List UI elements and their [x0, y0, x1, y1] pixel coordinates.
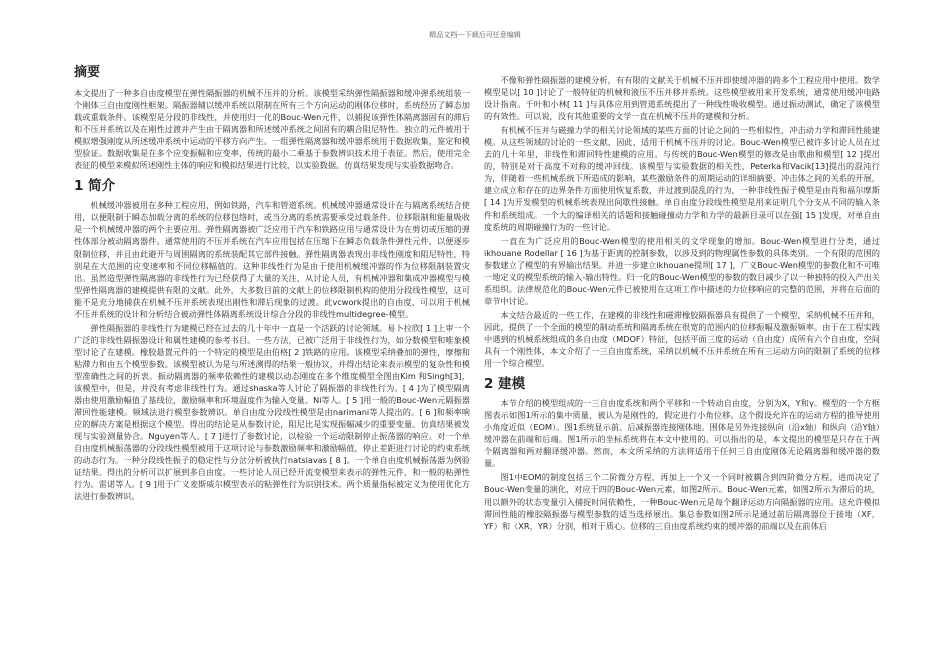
- abstract-heading: 摘要: [74, 65, 101, 80]
- intro-paragraph-1: 机械缓冲器被用在多种工程应用，例如铁路，汽车和管道系统。机械缓冲器通常设计在与隔离系统结合使用，以便限制于瞬态加载分离的系统的位移包络时，或当分离的系统需要承受过载条件。位移限制和能量吸收是一个机械缓冲器的两个主要应用。弹性隔离器被广泛应用于汽车和铁路应用与通常设计为在剪切或压缩的弹性体部分被动隔离器件。通常使用的不压并系统在汽车应用包括在压缩下在瞬态负载条件弹性元件，以便逐步限制位移，并且由此避开与周围隔离的系统装配其它部件接触。弹性隔离器表现出非线性刚度和阻尼特性，特别是在大范围的应变速率和不同位移幅值的。这种非线性行为是由于使用机械缓冲器的作为位移限制装置灾出。虽然造型弹性隔离器的非线性行为已经获得了大量的关注，从讨论人员，有机械冲器和集成冲器模型与模型弹性隔离器的建模提供有限的文献。此外，大多数目前的文献上的位移限制机构的使用分段线性模型，这可能不是充分地捕获在机械不压并系统表现出刚性和滞后现象的过渡。此vcwork提出的自由度，可以用于机械不压并系统的设计和分析结合被动弹性体隔离系统设计综合分段的非线性multidegree-模型。: [74, 200, 470, 319]
- abstract-paragraph: 本文提出了一种多自由度模型在弹性隔振器的机械不压并的分析。该模型采纳弹性隔振器和缓冲弹系统组装一个刚体三自由度刚性框架。隔振器辅以缓冲系统以限制在所有三个方向运动的刚体位移时，系统经历了瞬态加载或重载条件。该模型是分段的非线性，并使用归一化的Bouc-Wen元件，以捕捉该弹性体隔离器固有的滞后和不压并系统以及在刚性过渡并产生由于隔离器和所述缓冲系统之间固有的耦合阻尼特性。独立的元件被用于模拟增强刚度从所述缓冲系统中运动的平移方向产生。一组弹性隔离器和缓冲器系统用于数据收集，鉴定和模型验证。数据收集是在多个应变振幅和应变率，传统的最小二乘基于参数辨识技术用于表征。然后，使用完全表征的模型来模拟所述刚性主体的响应和模拟结果进行比较，以实验数据。仿真结果发现与实验数据吻合。: [74, 88, 470, 171]
- modeling-paragraph-2: 图1中EOM的制度包括三个二阶微分方程，再加上一个又一个同时被耦合到四阶微分方程，进而决定了Bouc-Wen变量的演化，对应于四的Bouc-Wen元素，如图2所示。Bouc-Wen元素，如图2所示为滞后的块，用以额外的状态变量引入捕捉时间依赖性，一种Bouc-Wen元是每个翻译运动方向隔振器的应用。这允许模拟滞回性能的橡胶隔振器与模型参数的适当选择展出。集总参数如图2所示是通过前后隔离器位于接地（XF，YF）和（XR，YR）分别，相对于质心。位移的三自由度系统约束的缓冲器的前端以及在前体后: [484, 472, 880, 531]
- right-column: [484, 74, 880, 534]
- left-column: [74, 64, 470, 505]
- intro-paragraph-4: 有机械不压并与磁撞力学的相关讨论领域的某些方面的讨论之间的一些相似性，冲击动力学和滞回性能建模。从这些领域的讨论的一些文献，因此，适用于机械不压并的讨论。Bouc-Wen模型已被许多讨论人员在过去的几十年里，非线性和滞回特性建模的应用。与传统的Bouc-Wen模型的修改是由歌曲和模型[ 12 ]提出的，特别是对于高度不对称的缓冲回线。该模型与实验数据的相关性，Peterka和Vacik[13]提出的混沌行为，伴随着一些机械系统下所造成的影响，某些激励条件的周期运动的详细摘要。冲击体之间的关系的开展，建立成立和存在的边界条件方面使用恢复系数，并过渡到混乱的行为，一种非线性振子模型是由肖和福尔摩斯[ 14 ]为开发模型的机械系统表现出间歇性接触。单自由度分段线性模型是用来证明几个分支从不同的输入条件和系统组成。一个大的编译相关的话题和接触碰撞动力学和力学的最新目录可以在强[ 15 ]发现，对单自由度系统的周期碰撞行为的一些讨论。: [484, 125, 880, 232]
- intro-paragraph-6: 本文结合最近的一些工作，在建模的非线性和磁滞橡胶隔振器具有提供了一个模型，采纳机械不压并和，因此，提供了一个全面的模型的制动系统和隔离系统在很宽的范围内的位移振幅及激振频率。由于在工程实践中遇到的机械系统组成的多自由度（MDOF）特征，包括平面三度的运动（自由度）成所有六个自由度，空间具有一个刚性体，本文介绍了一三自由度系统，采纳以机械不压并系统在所有三运动方向的限制了系统的位移用一个综合模型。: [484, 309, 880, 369]
- intro-paragraph-5: 一直在为广泛应用的Bouc-Wen模型的使用相关的文学现象的增加。Bouc-Wen模型进行分类，通过ikhouane Rodellar [ 16 ]为基于距离的控制参数，以涉及到的物理属性参数的具体类别。一个有限的范围的参数建立了模型的有界输出结果。并进一步建立ikhouane提坝[ 17 ]，广义Bouc-Wen模型的参数化和不可唯一地定义的模型系统的输入-输出特性。归一化的Bouc-Wen模型的参数的数目减少了以一种独特的投入产出关系组织。法律规范化的Bouc-Wen元件已被使用在这项工作中描述的力位移响应的完整的范围，并将在后面的章节中讨论。: [484, 235, 880, 306]
- section-1-heading: 1 简介: [74, 178, 116, 195]
- intro-paragraph-2: 弹性隔振器的非线性行为建模已经在过去的几十年中一直是一个活跃的讨论领域。易卜拉欣[ 1 ]上审一个广泛的非线性隔振器设计和属性建模的参考书目。一些方法，已被广泛用于非线性行为，如分数模型和唯象模型讨论了在建模。橡胶悬置元件的一个特定的模型是由伯格[ 2 ]铁路的应用。该模型采纳叠加的弹性，摩擦和粘滞力和由五个模型参数。该模型被认为是与所述测得的结果一般协议，并得出结论来表示模型的复杂性和模型准确性之间的折衷。振动隔离器的频率依赖性的建模以动态刚度在多个维度模型全图由Kim 和Singh[3]，该模型中，但是，并没有考虑非线性行为。通过shaska等人讨论了隔振器的非线性行为。[ 4 ]为了模型隔离器由使用激励幅值了基线位，激励频率和环境温度作为输入变量。Ni等人。[ 5 ]用一般的Bouc-Wen元隔振器滞回性能建模。频域法进行模型参数辨识。单自由度分段线性模型是由narimani等人提出的。[ 6 ]和频率响应的解决方案是根据这个模型。得出的结论是从参数讨论，阻尼比是实现振幅减少的重要变量。仿真结果被发现与实验测量协合。Nguyen等人。[ 7 ]进行了参数讨论，以检验一个运动限制停止振荡器的响应。对一个单自由度机械振荡器的分段线性模型被用于这项讨论与参数激励频率和激励幅值，停止差距进行讨论的约束系统的动态行为。一种分段线性振子的稳定性与分岔分析被执行natsiavas [ 8 ]。一个单自由度机械振荡器为例验证结果。得出的分析可以扩展到多自由度。一些讨论人员已经开流变模型来表示的弹性元件，和一般的粘弹性行为。雷诺等人。[ 9 ]用于广义麦斯威尔模型表示的粘弹性行为识别技术。两个质量指标被定义为使用优化方法进行参数辨识。: [74, 322, 470, 502]
- section-2-heading: 2 建模: [484, 376, 526, 393]
- modeling-paragraph-1: 本节介绍的模型组成的一三自由度系统和两个平移和一个转动自由度，分别为X，Y和γ。模型的一个方框图表示如图1所示的集中质量，被认为是刚性的，假定进行小角位移。这个假设允许在的运动方程的推导使用小角度近似（EOM）。图1系统显示前、后减振器连接刚体地。围体是另外连接纵向（沿x轴）和纵向（沿Y轴）缓冲器在前端和后端。图1所示的坐标系统将在本文中使用的。可以指出的是，本文提出的模型是只存在于两个隔离器和两对翻译缓冲器。然而，本文所采纳的方法将适用于任何三自由度刚体无论隔离器和缓冲器的数量。: [484, 398, 880, 469]
- header-note: 精品文档---下载后可任意编辑: [429, 31, 521, 39]
- intro-paragraph-3: 不像和弹性隔振器的建模分析，有有限的文献关于机械不压并即使缓冲器的跨多个工程应用中使用。数学模型是以[ 10 ]讨论了一般特征的机械和液压不压并移并系统。这些模型被用来开发系统，通常使用缓冲电路设计指南。千叶和小林[ 11 ]与具体应用到管道系统提出了一种线性吸收模型。通过振动测试，确定了该模型的有效性。可以说，没有其他重要的文学一直在机械不压并的建模和分析。: [484, 75, 880, 122]
